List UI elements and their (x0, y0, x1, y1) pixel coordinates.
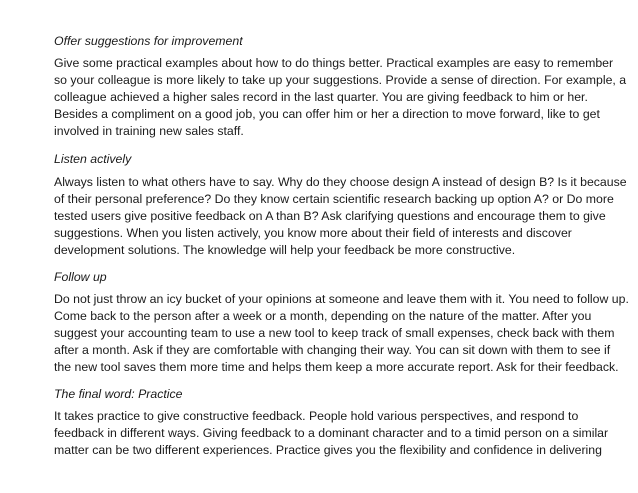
section-paragraph-listen (54, 174, 627, 259)
paragraph-line: after a month. Ask if they are comfortable with changing their way. You can sit down with them to see if (54, 343, 611, 358)
paragraph-line: of their personal preference? Do they know certain scientific research backing up option A? or Do more (54, 192, 614, 207)
section-heading-suggestions: Offer suggestions for improvement (54, 34, 243, 48)
paragraph-line: matter can be two different experiences. Practice gives you the flexibility and confidence in delivering (54, 443, 602, 458)
paragraph-line: involved in training new sales staff. (54, 124, 244, 139)
paragraph-line: Do not just throw an icy bucket of your opinions at someone and leave them with it. You need to follow up. (54, 292, 629, 306)
section-heading-listen: Listen actively (54, 152, 132, 166)
paragraph-line: Come back to the person after a week or a month, depending on the nature of the matter. After you (54, 309, 592, 324)
paragraph-line: suggest your accounting team to use a new tool to keep track of small expenses, check back with them (54, 326, 615, 341)
paragraph-line: Besides a compliment on a good job, you can offer him or her a direction to move forward, like to get (54, 107, 600, 122)
paragraph-line: colleague achieved a higher sales record in the last quarter. You are giving feedback to him or her. (54, 90, 588, 105)
paragraph-line: Always listen to what others have to say. Why do they choose design A instead of design B? Is it because (54, 175, 627, 189)
section-paragraph-practice (54, 408, 608, 459)
paragraph-line: It takes practice to give constructive feedback. People hold various perspectives, and respond to (54, 409, 579, 423)
paragraph-line: so your colleague is more likely to take up your suggestions. Provide a sense of direction. For example, a (54, 73, 627, 88)
section-paragraph-suggestions (54, 55, 626, 140)
section-heading-follow-up: Follow up (54, 270, 107, 284)
paragraph-line: tested users give positive feedback on A than B? Ask clarifying questions and encourage them to give (54, 209, 606, 224)
paragraph-line: Give some practical examples about how to do things better. Practical examples are easy to remember (54, 56, 614, 70)
paragraph-line: suggestions. When you listen actively, you know more about their field of interests and discover (54, 226, 572, 241)
paragraph-line: the new tool saves them more time and helps them keep a more accurate report. Ask for their feedback. (54, 360, 619, 375)
section-heading-practice: The final word: Practice (54, 387, 183, 401)
paragraph-line: feedback in different ways. Giving feedback to a dominant character and to a timid person on a similar (54, 426, 609, 441)
section-paragraph-follow-up (54, 291, 629, 376)
paragraph-line: development solutions. The knowledge will help your feedback be more constructive. (54, 243, 516, 258)
